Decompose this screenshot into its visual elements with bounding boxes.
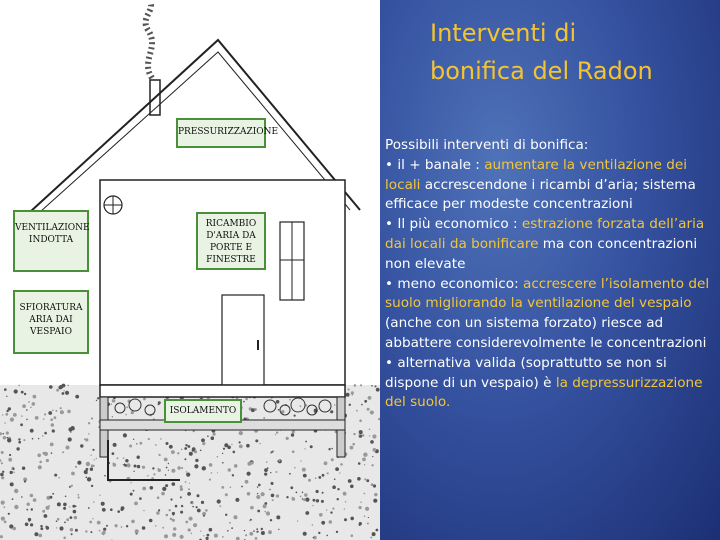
bullet-1-lead: • il + banale : — [385, 156, 485, 173]
bullet-3-highlight: accrescere l’isolamento del suolo migliorando la ventilazione del vespaio — [385, 275, 710, 312]
label-ricambio: RICAMBIO D'ARIA DA PORTE E FINESTRE — [196, 212, 266, 270]
bullet-estrazione — [385, 215, 720, 274]
bullet-2-lead: • Il più economico : — [385, 216, 522, 233]
bullet-ventilazione — [385, 156, 720, 215]
bullet-3-lead: • meno economico: — [385, 275, 523, 292]
chimney-smoke — [146, 2, 152, 78]
bullet-depressurizzazione — [385, 354, 720, 413]
bullet-4-highlight: la depressurizzazione del suolo. — [385, 374, 703, 411]
label-ventilazione: VENTILAZIONE INDOTTA — [13, 210, 89, 272]
label-pressurizzazione: PRESSURIZZAZIONE — [176, 118, 266, 148]
bullet-1-tail: accrescendone i ricambi d’aria; sistema efficace per modeste concentrazioni — [385, 176, 696, 213]
bullet-isolamento — [385, 275, 720, 354]
bullet-3-tail: (anche con un sistema forzato) riesce ad abbattere considerevolmente le concentrazioni — [385, 315, 707, 351]
slide-body — [385, 136, 720, 413]
label-isolamento: ISOLAMENTO — [164, 399, 242, 423]
bullet-2-tail: ma con concentrazioni non elevate — [385, 235, 698, 272]
label-sfioratura: SFIORATURA ARIA DAI VESPAIO — [13, 290, 89, 354]
bullet-2-highlight: estrazione forzata dell’aria dai locali da bonificare — [385, 216, 705, 252]
intro-text: Possibili interventi di bonifica: — [385, 137, 589, 153]
floor-slab — [100, 385, 345, 397]
slide-title — [430, 14, 710, 90]
title-line-2: bonifica del Radon — [430, 57, 653, 85]
title-line-1: Interventi di — [430, 19, 577, 47]
bullet-4-lead: • alternativa valida (soprattutto se non si dispone di un vespaio) è — [385, 354, 667, 391]
bullet-1-highlight: aumentare la ventilazione dei locali — [385, 156, 687, 193]
